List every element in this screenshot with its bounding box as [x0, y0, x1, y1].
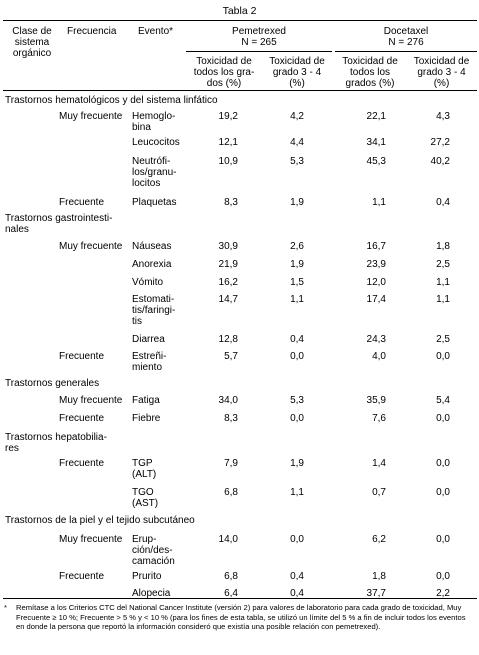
row-event-line: camación	[132, 556, 175, 567]
row-value: 7,6	[372, 413, 386, 424]
row-value: 0,0	[436, 351, 450, 362]
row-value: 37,7	[366, 588, 386, 599]
row-event-line: Náuseas	[132, 241, 172, 252]
row-value: 45,3	[366, 156, 386, 167]
header-class	[3, 26, 61, 59]
row-event-line: Diarrea	[132, 334, 165, 345]
row-event	[132, 111, 175, 133]
row-event-line: Vómito	[132, 277, 164, 288]
row-event-line: ción/des-	[132, 545, 173, 556]
row-value: 8,3	[224, 197, 238, 208]
row-value: 0,0	[436, 487, 450, 498]
row-value: 7,9	[224, 458, 238, 469]
header-pemetrexed	[186, 26, 332, 48]
row-value: 1,1	[436, 294, 450, 305]
row-event	[132, 156, 176, 189]
row-event	[132, 395, 160, 406]
row-value: 16,2	[218, 277, 238, 288]
header-class-line: sistema	[14, 37, 50, 48]
row-event	[132, 241, 171, 252]
header-event: Evento*	[138, 26, 174, 37]
header-doc-n: N = 276	[388, 37, 424, 48]
row-value: 4,2	[290, 111, 304, 122]
row-frequency: Frecuente	[59, 413, 105, 424]
header-tox-34-pem	[262, 56, 332, 89]
row-event-line: miento	[132, 362, 163, 373]
row-value: 5,3	[290, 156, 304, 167]
row-event-line: los/granu-	[132, 167, 177, 178]
header-bottom-rule	[3, 90, 477, 91]
row-value: 24,3	[366, 334, 386, 345]
row-frequency: Frecuente	[59, 351, 105, 362]
row-event-line: (ALT)	[132, 469, 157, 480]
header-doc-name: Docetaxel	[383, 26, 429, 37]
row-value: 21,9	[218, 259, 238, 270]
row-event	[132, 487, 158, 509]
row-event	[132, 137, 180, 148]
row-value: 2,5	[436, 259, 450, 270]
row-event	[132, 351, 166, 373]
doc-rule	[335, 51, 477, 52]
row-value: 1,9	[290, 458, 304, 469]
row-event	[132, 294, 175, 327]
row-event-line: Hemoglo-	[132, 111, 176, 122]
row-value: 34,0	[218, 395, 238, 406]
footnote-marker: *	[4, 603, 7, 612]
header-line: Toxicidad de	[413, 56, 470, 67]
row-value: 0,4	[290, 588, 304, 599]
row-event-line: Leucocitos	[132, 137, 180, 148]
section-skin: Trastornos de la piel y el tejido subcutáneo	[5, 515, 195, 526]
section-line: res	[5, 443, 19, 454]
row-event-line: bina	[132, 122, 151, 133]
row-value: 1,1	[290, 487, 304, 498]
row-event	[132, 259, 171, 270]
row-value: 5,4	[436, 395, 450, 406]
header-line: Toxicidad de	[196, 56, 252, 67]
row-value: 0,0	[290, 534, 304, 545]
header-line: Toxicidad de	[269, 56, 325, 67]
row-event-line: Estreñi-	[132, 351, 167, 362]
row-value: 14,0	[218, 534, 238, 545]
row-event-line: (AST)	[132, 498, 159, 509]
row-value: 1,1	[436, 277, 450, 288]
row-frequency: Muy frecuente	[59, 111, 123, 122]
header-frequency: Frecuencia	[67, 26, 117, 37]
row-event-line: Plaquetas	[132, 197, 177, 208]
section-hepatobiliary	[5, 432, 107, 454]
row-value: 5,3	[290, 395, 304, 406]
row-value: 4,0	[372, 351, 386, 362]
row-value: 16,7	[366, 241, 386, 252]
table-bottom-rule	[3, 598, 477, 599]
row-value: 34,1	[366, 137, 386, 148]
header-line: grado 3 - 4	[272, 67, 322, 78]
row-value: 1,8	[436, 241, 450, 252]
row-value: 17,4	[366, 294, 386, 305]
row-event-line: tis/faringi-	[132, 305, 176, 316]
row-value: 30,9	[218, 241, 238, 252]
row-value: 1,4	[372, 458, 386, 469]
row-value: 2,2	[436, 588, 450, 599]
row-event-line: Estomati-	[132, 294, 175, 305]
row-value: 0,0	[436, 413, 450, 424]
row-value: 1,1	[372, 197, 386, 208]
row-value: 0,0	[436, 571, 450, 582]
row-value: 0,7	[372, 487, 386, 498]
row-value: 40,2	[430, 156, 450, 167]
row-event	[132, 534, 175, 567]
row-value: 1,9	[290, 259, 304, 270]
row-event-line: Prurito	[132, 571, 162, 582]
top-rule	[3, 20, 477, 21]
header-line: (%)	[433, 78, 450, 89]
row-value: 27,2	[430, 137, 450, 148]
row-value: 2,5	[436, 334, 450, 345]
row-value: 5,7	[224, 351, 238, 362]
row-event-line: Fiebre	[132, 413, 161, 424]
row-frequency: Muy frecuente	[59, 241, 123, 252]
header-tox-all-pem	[186, 56, 262, 89]
section-line: nales	[5, 224, 29, 235]
row-value: 19,2	[218, 111, 238, 122]
table-caption: Tabla 2	[222, 5, 257, 17]
footnote-text: Remítase a los Criterios CTC del National Cancer Institute (versión 2) para valores de laboratorio para cada grado de toxicidad, Muy Frecuente ≥ 10 %; Frecuente > 5 % y < 10 % (para los fines de esta tabla, se utilizó un límite del 5 % a fin de incluir todos los eventos en donde la persona que reportó la información consideró que existía una posible relación con pemetrexed).	[16, 603, 466, 631]
row-frequency: Frecuente	[59, 571, 105, 582]
row-value: 23,9	[366, 259, 386, 270]
row-value: 4,4	[290, 137, 304, 148]
row-event-line: Erup-	[132, 534, 157, 545]
row-event-line: TGO	[132, 487, 154, 498]
row-event-line: Neutrófi-	[132, 156, 171, 167]
row-value: 1,1	[290, 294, 304, 305]
footnote	[4, 603, 476, 632]
header-tox-all-doc	[335, 56, 405, 89]
header-class-line: Clase de	[12, 26, 52, 37]
header-docetaxel	[335, 26, 477, 48]
row-value: 12,8	[218, 334, 238, 345]
row-value: 0,4	[290, 571, 304, 582]
section-hematologic: Trastornos hematológicos y del sistema linfático	[5, 95, 218, 106]
section-general: Trastornos generales	[5, 378, 100, 389]
header-pem-n: N = 265	[241, 37, 277, 48]
row-value: 0,0	[436, 458, 450, 469]
row-event-line: tis	[132, 316, 142, 327]
row-event	[132, 277, 163, 288]
row-value: 10,9	[218, 156, 238, 167]
pem-rule	[186, 51, 332, 52]
row-value: 6,8	[224, 487, 238, 498]
row-value: 1,9	[290, 197, 304, 208]
row-value: 4,3	[436, 111, 450, 122]
section-line: Trastornos gastrointesti-	[5, 213, 113, 224]
row-value: 0,0	[436, 534, 450, 545]
row-event	[132, 571, 161, 582]
section-gastrointestinal	[5, 213, 112, 235]
row-value: 0,0	[290, 413, 304, 424]
header-line: todos los gra-	[193, 67, 255, 78]
row-value: 12,0	[366, 277, 386, 288]
row-value: 1,8	[372, 571, 386, 582]
row-frequency: Frecuente	[59, 197, 105, 208]
header-line: dos (%)	[206, 78, 242, 89]
header-tox-34-doc	[406, 56, 477, 89]
header-line: grados (%)	[345, 78, 395, 89]
row-event-line: locitos	[132, 178, 161, 189]
row-value: 0,0	[290, 351, 304, 362]
header-line: grado 3 - 4	[417, 67, 466, 78]
row-frequency: Frecuente	[59, 458, 105, 469]
row-event	[132, 334, 165, 345]
row-event-line: Alopecia	[132, 588, 171, 599]
row-value: 22,1	[366, 111, 386, 122]
row-event-line: TGP	[132, 458, 153, 469]
row-value: 14,7	[218, 294, 238, 305]
row-value: 1,5	[290, 277, 304, 288]
row-value: 6,2	[372, 534, 386, 545]
row-event-line: Anorexia	[132, 259, 172, 270]
header-line: Toxicidad de	[342, 56, 398, 67]
header-line: (%)	[289, 78, 305, 89]
row-value: 0,4	[290, 334, 304, 345]
section-line: Trastornos hepatobilia-	[5, 432, 107, 443]
row-event-line: Fatiga	[132, 395, 160, 406]
header-pem-name: Pemetrexed	[232, 26, 286, 37]
row-value: 35,9	[366, 395, 386, 406]
row-value: 8,3	[224, 413, 238, 424]
row-value: 0,4	[436, 197, 450, 208]
row-value: 6,8	[224, 571, 238, 582]
row-event	[132, 197, 176, 208]
header-line: todos los	[349, 67, 391, 78]
row-value: 12,1	[218, 137, 238, 148]
row-value: 2,6	[290, 241, 304, 252]
header-class-line: orgánico	[12, 48, 52, 59]
row-event	[132, 413, 160, 424]
row-value: 6,4	[224, 588, 238, 599]
row-frequency: Muy frecuente	[59, 395, 123, 406]
row-frequency: Muy frecuente	[59, 534, 123, 545]
row-event	[132, 458, 156, 480]
